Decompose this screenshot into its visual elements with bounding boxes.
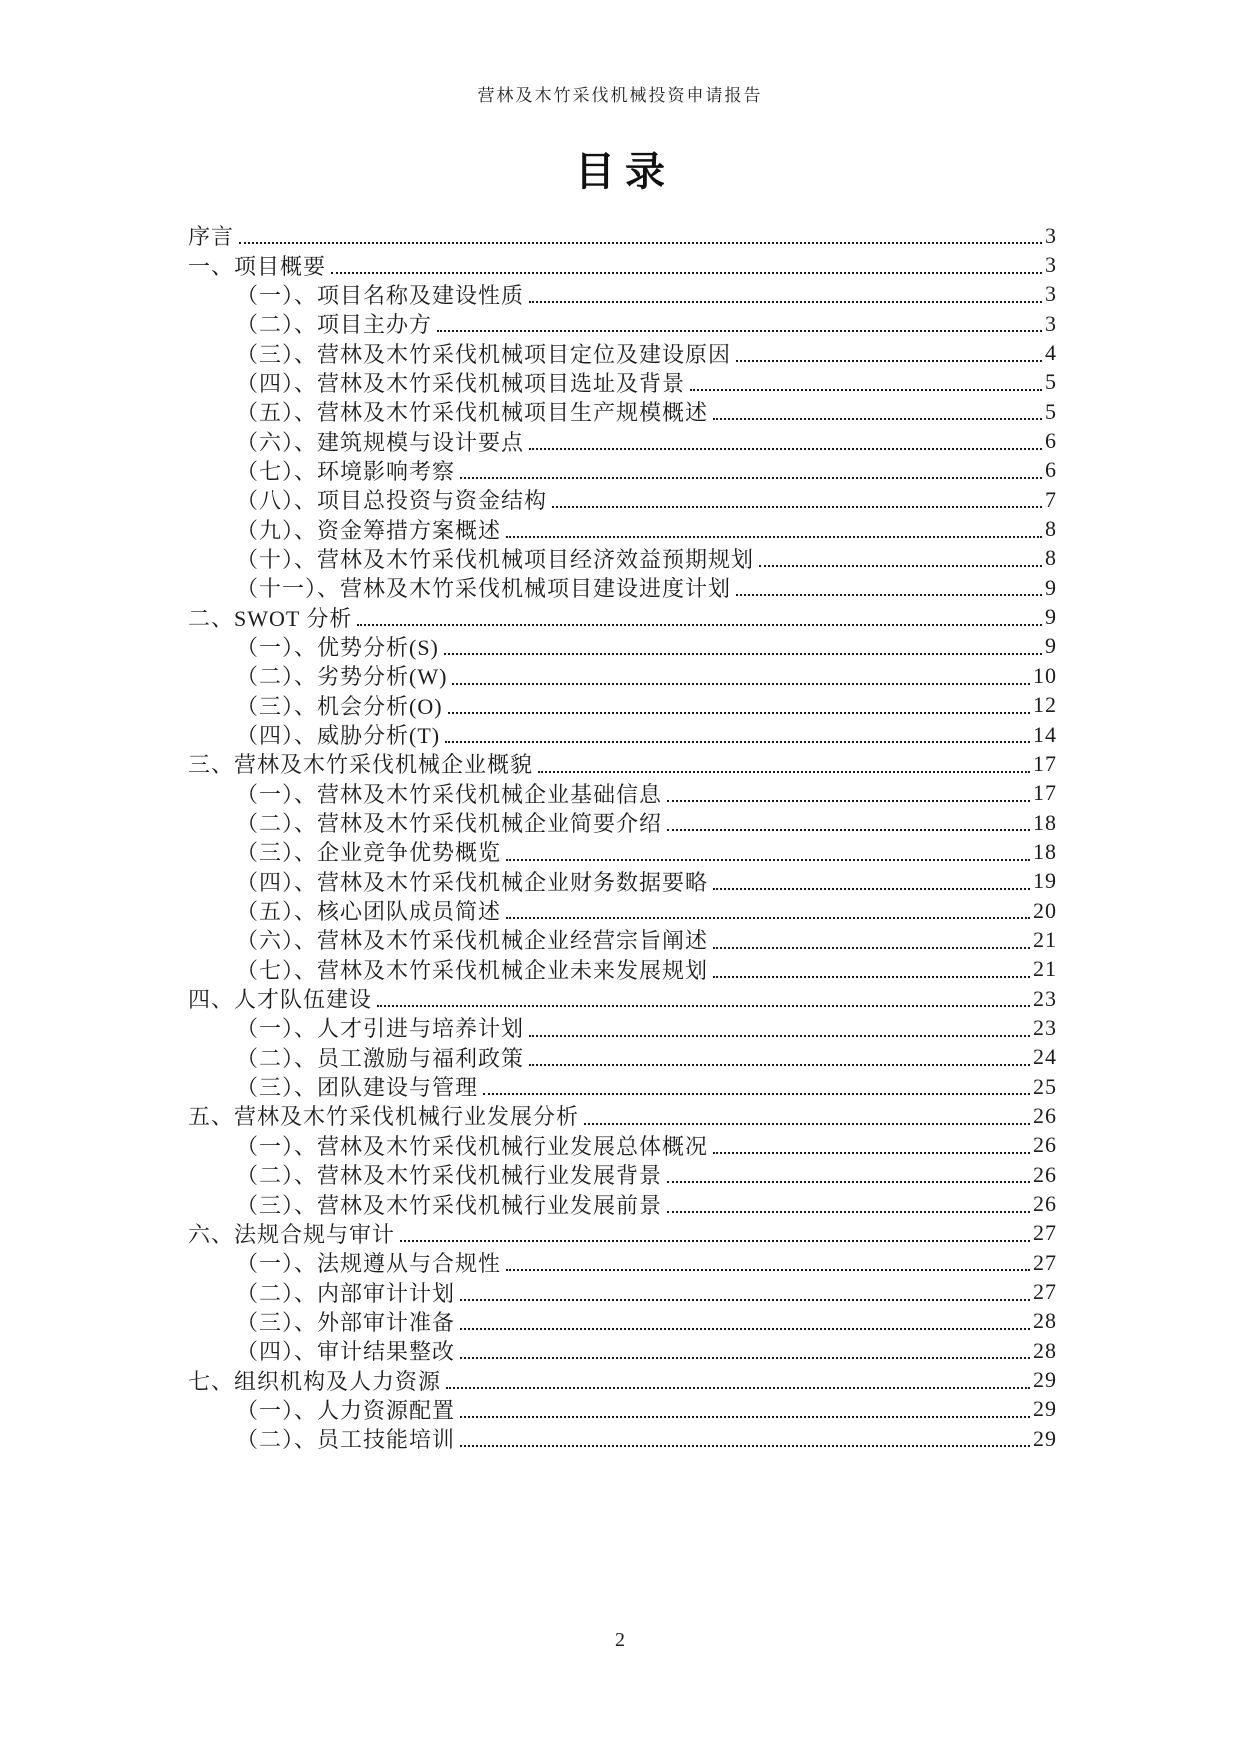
toc-entry-page: 17 (1033, 780, 1057, 806)
toc-entry-label: （三）、企业竞争优势概览 (236, 840, 502, 866)
toc-leader-dots (708, 867, 1033, 896)
toc-entry-page: 18 (1033, 809, 1057, 835)
toc-entry[interactable] (188, 720, 1057, 749)
toc-leader-dots (524, 426, 1045, 455)
toc-entry[interactable] (188, 426, 1057, 455)
toc-entry[interactable] (188, 1101, 1057, 1130)
toc-entry[interactable] (188, 1248, 1057, 1277)
toc-entry-label: （一）、人力资源配置 (236, 1397, 456, 1423)
toc-leader-dots (731, 338, 1045, 367)
toc-leader-dots (662, 779, 1033, 808)
toc-entry-page: 26 (1033, 1132, 1057, 1158)
toc-entry[interactable] (188, 1072, 1057, 1101)
toc-entry[interactable] (188, 808, 1057, 837)
toc-entry[interactable] (188, 896, 1057, 925)
toc-entry[interactable] (188, 1277, 1057, 1306)
toc-entry-label: （六）、营林及木竹采伐机械企业经营宗旨阐述 (236, 928, 709, 954)
toc-entry-label: （二）、营林及木竹采伐机械企业简要介绍 (236, 811, 663, 837)
toc-entry[interactable] (188, 250, 1057, 279)
toc-entry-label: （五）、营林及木竹采伐机械项目生产规模概述 (236, 400, 709, 426)
toc-leader-dots (455, 456, 1045, 485)
toc-leader-dots (501, 837, 1033, 866)
toc-entry-label: 一、项目概要 (188, 253, 327, 279)
toc-entry[interactable] (188, 1307, 1057, 1336)
toc-leader-dots (662, 808, 1033, 837)
toc-entry-page: 21 (1033, 956, 1057, 982)
toc-entry-page: 27 (1033, 1279, 1057, 1305)
toc-leader-dots (524, 1043, 1033, 1072)
toc-entry-label: （三）、营林及木竹采伐机械行业发展前景 (236, 1192, 663, 1218)
toc-entry-label: 三、营林及木竹采伐机械企业概貌 (188, 752, 534, 778)
toc-entry-label: （十）、营林及木竹采伐机械项目经济效益预期规划 (236, 546, 755, 572)
toc-entry-label: （一）、人才引进与培养计划 (236, 1016, 525, 1042)
toc-entry-page: 26 (1033, 1191, 1057, 1217)
toc-entry[interactable] (188, 925, 1057, 954)
toc-entry-page: 3 (1045, 252, 1057, 278)
toc-entry-page: 26 (1033, 1102, 1057, 1128)
toc-entry[interactable] (188, 573, 1057, 602)
toc-entry-label: （五）、核心团队成员简述 (236, 899, 502, 925)
toc-entry-page: 8 (1045, 516, 1057, 542)
toc-entry-page: 6 (1045, 428, 1057, 454)
toc-entry-label: （七）、环境影响考察 (236, 458, 456, 484)
toc-title: 目 录 (575, 149, 665, 194)
toc-entry-page: 29 (1033, 1367, 1057, 1393)
toc-entry-label: （一）、营林及木竹采伐机械行业发展总体概况 (236, 1133, 709, 1159)
toc-leader-dots (533, 749, 1033, 778)
toc-entry-page: 20 (1033, 897, 1057, 923)
toc-entry-page: 4 (1045, 340, 1057, 366)
toc-entry[interactable] (188, 867, 1057, 896)
toc-entry-page: 9 (1045, 633, 1057, 659)
toc-leader-dots (455, 1307, 1033, 1336)
toc-entry[interactable] (188, 1160, 1057, 1189)
toc-entry[interactable] (188, 221, 1057, 250)
toc-entry-page: 27 (1033, 1249, 1057, 1275)
toc-entry-label: （三）、外部审计准备 (236, 1309, 456, 1335)
toc-entry-page: 23 (1033, 1014, 1057, 1040)
toc-entry-page: 14 (1033, 721, 1057, 747)
toc-entry-label: （一）、法规遵从与合规性 (236, 1251, 502, 1277)
toc-entry[interactable] (188, 1336, 1057, 1365)
toc-leader-dots (547, 485, 1045, 514)
toc-entry-label: （三）、机会分析(O) (236, 693, 443, 719)
toc-leader-dots (685, 368, 1045, 397)
toc-entry-label: （三）、营林及木竹采伐机械项目定位及建设原因 (236, 341, 732, 367)
toc-entry-label: （九）、资金筹措方案概述 (236, 517, 502, 543)
toc-leader-dots (234, 221, 1045, 250)
toc-entry-label: 五、营林及木竹采伐机械行业发展分析 (188, 1104, 580, 1130)
toc-entry-label: （二）、员工激励与福利政策 (236, 1045, 525, 1071)
toc-entry-page: 7 (1045, 486, 1057, 512)
toc-leader-dots (708, 925, 1033, 954)
toc-entry[interactable] (188, 1424, 1057, 1453)
toc-entry-label: 序言 (188, 224, 235, 250)
toc-entry-label: 四、人才队伍建设 (188, 987, 373, 1013)
toc-leader-dots (501, 514, 1045, 543)
toc-entry[interactable] (188, 837, 1057, 866)
toc-entry[interactable] (188, 779, 1057, 808)
toc-entry-label: 七、组织机构及人力资源 (188, 1368, 442, 1394)
toc-entry-label: （四）、威胁分析(T) (236, 723, 441, 749)
toc-leader-dots (731, 573, 1045, 602)
toc-entry[interactable] (188, 632, 1057, 661)
toc-entry[interactable] (188, 955, 1057, 984)
toc-leader-dots (447, 661, 1033, 690)
toc-entry-page: 9 (1045, 574, 1057, 600)
toc-entry-page: 8 (1045, 545, 1057, 571)
toc-entry[interactable] (188, 368, 1057, 397)
toc-entry[interactable] (188, 1131, 1057, 1160)
toc-entry-label: 二、SWOT 分析 (188, 605, 353, 631)
toc-entry[interactable] (188, 602, 1057, 631)
toc-leader-dots (441, 1365, 1033, 1394)
toc-list (188, 221, 1057, 1453)
toc-entry-page: 19 (1033, 868, 1057, 894)
toc-leader-dots (395, 1219, 1033, 1248)
toc-entry-label: （七）、营林及木竹采伐机械企业未来发展规划 (236, 957, 709, 983)
toc-leader-dots (326, 250, 1045, 279)
toc-leader-dots (579, 1101, 1033, 1130)
toc-entry[interactable] (188, 661, 1057, 690)
toc-leader-dots (524, 280, 1045, 309)
toc-leader-dots (708, 1131, 1033, 1160)
toc-leader-dots (439, 632, 1045, 661)
toc-entry-page: 25 (1033, 1073, 1057, 1099)
toc-entry-label: （一）、优势分析(S) (236, 634, 439, 660)
toc-entry-page: 3 (1045, 281, 1057, 307)
toc-entry[interactable] (188, 1395, 1057, 1424)
toc-leader-dots (478, 1072, 1033, 1101)
toc-entry-page: 18 (1033, 838, 1057, 864)
toc-entry-page: 10 (1033, 662, 1057, 688)
toc-entry-label: （六）、建筑规模与设计要点 (236, 429, 525, 455)
toc-entry-label: （二）、营林及木竹采伐机械行业发展背景 (236, 1163, 663, 1189)
toc-leader-dots (501, 896, 1033, 925)
toc-entry[interactable] (188, 691, 1057, 720)
toc-entry[interactable] (188, 280, 1057, 309)
toc-entry-page: 28 (1033, 1337, 1057, 1363)
toc-leader-dots (352, 602, 1045, 631)
toc-entry-label: （十一）、营林及木竹采伐机械项目建设进度计划 (236, 576, 732, 602)
toc-leader-dots (440, 720, 1033, 749)
toc-entry-page: 26 (1033, 1161, 1057, 1187)
toc-leader-dots (708, 955, 1033, 984)
toc-leader-dots (754, 544, 1045, 573)
toc-leader-dots (455, 1395, 1033, 1424)
toc-entry-label: （二）、劣势分析(W) (236, 664, 448, 690)
toc-entry-label: （四）、审计结果整改 (236, 1339, 456, 1365)
toc-leader-dots (443, 691, 1033, 720)
toc-entry-page: 6 (1045, 457, 1057, 483)
toc-entry-label: （一）、项目名称及建设性质 (236, 282, 525, 308)
toc-entry[interactable] (188, 749, 1057, 778)
toc-leader-dots (708, 397, 1045, 426)
toc-leader-dots (455, 1277, 1033, 1306)
toc-entry-page: 28 (1033, 1308, 1057, 1334)
toc-entry[interactable] (188, 456, 1057, 485)
toc-entry-label: （二）、项目主办方 (236, 312, 433, 338)
toc-entry[interactable] (188, 514, 1057, 543)
toc-entry[interactable] (188, 544, 1057, 573)
toc-entry-label: 六、法规合规与审计 (188, 1221, 396, 1247)
document-header-title: 营林及木竹采伐机械投资申请报告 (477, 86, 763, 105)
toc-leader-dots (662, 1189, 1033, 1218)
toc-leader-dots (455, 1424, 1033, 1453)
toc-entry-page: 29 (1033, 1396, 1057, 1422)
toc-entry[interactable] (188, 309, 1057, 338)
toc-entry-page: 5 (1045, 398, 1057, 424)
toc-leader-dots (455, 1336, 1033, 1365)
toc-entry[interactable] (188, 397, 1057, 426)
toc-entry-page: 9 (1045, 604, 1057, 630)
toc-leader-dots (662, 1160, 1033, 1189)
toc-leader-dots (432, 309, 1045, 338)
toc-entry-label: （四）、营林及木竹采伐机械项目选址及背景 (236, 370, 686, 396)
toc-entry[interactable] (188, 1219, 1057, 1248)
toc-entry-label: （三）、团队建设与管理 (236, 1075, 479, 1101)
toc-entry-page: 5 (1045, 369, 1057, 395)
toc-entry-page: 17 (1033, 750, 1057, 776)
toc-entry-page: 23 (1033, 985, 1057, 1011)
toc-entry-page: 27 (1033, 1220, 1057, 1246)
toc-entry-label: （八）、项目总投资与资金结构 (236, 488, 548, 514)
toc-entry[interactable] (188, 1365, 1057, 1394)
toc-leader-dots (524, 1013, 1033, 1042)
toc-entry[interactable] (188, 1043, 1057, 1072)
toc-entry-page: 29 (1033, 1425, 1057, 1451)
toc-entry-label: （一）、营林及木竹采伐机械企业基础信息 (236, 781, 663, 807)
toc-entry-label: （二）、员工技能培训 (236, 1427, 456, 1453)
toc-entry[interactable] (188, 1013, 1057, 1042)
toc-entry-page: 3 (1045, 310, 1057, 336)
toc-entry[interactable] (188, 1189, 1057, 1218)
footer-page-number: 2 (615, 1629, 625, 1651)
toc-leader-dots (372, 984, 1033, 1013)
toc-entry-page: 12 (1033, 692, 1057, 718)
toc-entry-page: 21 (1033, 926, 1057, 952)
toc-entry-label: （二）、内部审计计划 (236, 1280, 456, 1306)
toc-entry[interactable] (188, 338, 1057, 367)
toc-leader-dots (501, 1248, 1033, 1277)
toc-entry[interactable] (188, 485, 1057, 514)
toc-entry-label: （四）、营林及木竹采伐机械企业财务数据要略 (236, 869, 709, 895)
toc-entry[interactable] (188, 984, 1057, 1013)
toc-entry-page: 3 (1045, 222, 1057, 248)
toc-entry-page: 24 (1033, 1044, 1057, 1070)
